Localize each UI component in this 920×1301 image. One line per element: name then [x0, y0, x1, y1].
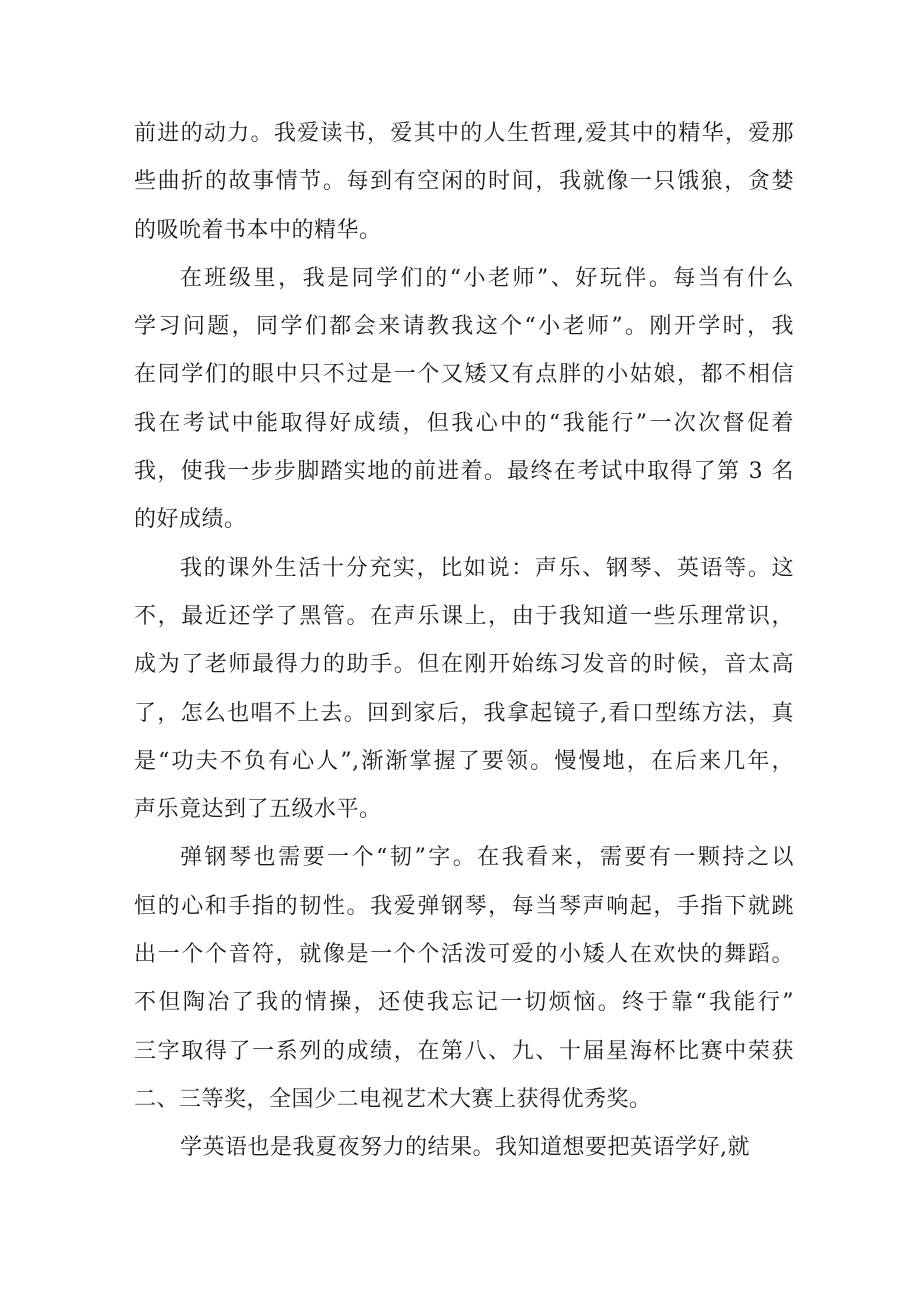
text-line: 学习问题，同学们都会来请教我这个“小老师”。刚开学时，我 [134, 314, 794, 340]
text-line: 了，怎么也唱不上去。回到家后，我拿起镜子,看口型练方法，真 [134, 700, 794, 726]
paragraph-piano [134, 834, 794, 1124]
text-line: 不但陶冶了我的情操，还使我忘记一切烦恼。终于靠“我能行” [134, 990, 794, 1016]
paragraph-vocal-music [134, 545, 794, 835]
text-line: 不，最近还学了黑管。在声乐课上，由于我知道一些乐理常识， [134, 603, 794, 629]
text-line: 二、三等奖，全国少二电视艺术大赛上获得优秀奖。 [134, 1086, 652, 1112]
text-line: 声乐竟达到了五级水平。 [134, 797, 382, 823]
text-line: 出一个个音符，就像是一个个活泼可爱的小矮人在欢快的舞蹈。 [134, 942, 794, 968]
text-line: 我的课外生活十分充实，比如说：声乐、钢琴、英语等。这 [180, 555, 794, 581]
text-line: 的好成绩。 [134, 507, 247, 533]
text-line: 在同学们的眼中只不过是一个又矮又有点胖的小姑娘，都不相信 [134, 362, 794, 388]
text-line: 前进的动力。我爱读书，爱其中的人生哲理,爱其中的精华，爱那 [134, 121, 794, 146]
body-text [134, 110, 794, 1173]
text-line: 些曲折的故事情节。每到有空闲的时间，我就像一只饿狼，贪婪 [134, 169, 794, 195]
paragraph-class [134, 255, 794, 545]
paragraph-english [134, 1124, 794, 1172]
text-line: 三字取得了一系列的成绩，在第八、九、十届星海杯比赛中荣获 [134, 1038, 794, 1064]
text-line: 的吸吮着书本中的精华。 [134, 217, 382, 243]
text-line: 学英语也是我夏夜努力的结果。我知道想要把英语学好,就 [180, 1135, 750, 1161]
text-line: 弹钢琴也需要一个“韧”字。在我看来，需要有一颗持之以 [180, 845, 794, 871]
text-line: 我在考试中能取得好成绩，但我心中的“我能行”一次次督促着 [134, 410, 794, 436]
text-line: 成为了老师最得力的助手。但在刚开始练习发音的时候，音太高 [134, 652, 794, 678]
paragraph-reading [134, 110, 794, 255]
text-line: 恒的心和手指的韧性。我爱弹钢琴，每当琴声响起，手指下就跳 [134, 893, 794, 919]
text-line: 我，使我一步步脚踏实地的前进着。最终在考试中取得了第 3 名 [134, 459, 794, 485]
text-line: 是“功夫不负有心人”,渐渐掌握了要领。慢慢地，在后来几年， [134, 748, 794, 774]
text-line: 在班级里，我是同学们的“小老师”、好玩伴。每当有什么 [180, 265, 794, 291]
